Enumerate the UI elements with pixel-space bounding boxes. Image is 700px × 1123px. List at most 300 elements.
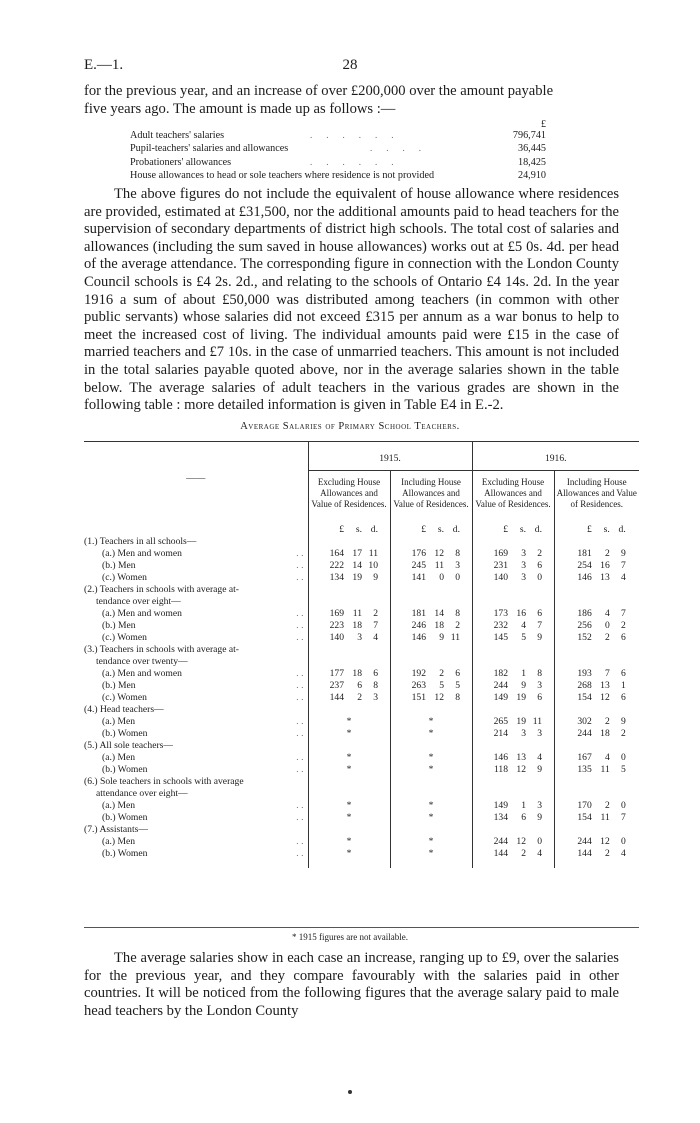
leader-dots: . . [296, 752, 304, 763]
value-part: 4 [620, 848, 626, 859]
row-label-text: (c.) Women [102, 572, 147, 583]
paragraph-text: The above figures do not include the equivalent of house allowance where residences are provided, estimated at £31,500, nor the additional amounts paid to head teachers for the supervision of secondary departments of district high schools. The total cost of salaries and allowances (including the sum saved in house allowances) works out at £5 0s. 4d. per head of the average attendance. The corresponding figure in connection with the London County Council schools is £4 2s. 2d., and relating to the schools of Ontario £4 14s. 2d. In the year 1916 a sum of about £50,000 was distributed among teachers (in common with other public servants) whose salaries did not exceed £315 per annum as a war bonus to help to meet the increased cost of living. The individual amounts paid were £15 in the case of married teachers and £7 10s. in the case of unmarried teachers. This amount is not included in the total salaries payable quoted above, nor in the average salaries shown in the table below. The average salaries of adult teachers in the various grades are shown in the following table : more detailed information is given in Table E4 in E.-2. [84, 186, 619, 414]
group-title: (4.) Head teachers— [84, 704, 164, 715]
empty-cell [308, 644, 390, 656]
value-part: 19 [352, 572, 362, 583]
table-row [84, 812, 639, 824]
value-part: 18 [352, 620, 362, 631]
value-part: 237 [329, 680, 344, 691]
leader-dots: . . [296, 764, 304, 775]
leader-dots: . . [296, 716, 304, 727]
value-part: 1 [521, 800, 526, 811]
value-part: 144 [493, 848, 508, 859]
value-part: 244 [493, 680, 508, 691]
intro-line: five years ago. The amount is made up as follows :— [84, 100, 396, 117]
intro-line: for the previous year, and an increase of over £200,000 over the amount payable [84, 83, 554, 99]
value-part: 149 [493, 692, 508, 703]
value-part: 9 [537, 764, 542, 775]
table-body [84, 516, 639, 868]
value-cell [472, 692, 554, 704]
value-part: 146 [577, 572, 592, 583]
value-part: 6 [455, 668, 460, 679]
value-part: 11 [434, 560, 444, 571]
value-part: 268 [577, 680, 592, 691]
row-label [84, 632, 308, 644]
value-cell [472, 812, 554, 824]
empty-cell [308, 860, 390, 868]
column-header: Including House Allowances and Value of Residences. [390, 471, 472, 517]
value-part: 141 [411, 572, 426, 583]
value-cell [472, 680, 554, 692]
value-part: 0 [537, 836, 542, 847]
empty-cell [472, 656, 554, 668]
value-part: 164 [329, 548, 344, 559]
value-part: 3 [521, 572, 526, 583]
empty-cell [390, 776, 472, 788]
value-cell [554, 764, 639, 776]
group-title-cont: tendance over eight— [96, 596, 181, 607]
leader-dots: . . [296, 560, 304, 571]
value-part: 3 [521, 560, 526, 571]
page-number: 28 [342, 57, 358, 73]
column-header: Excluding House Allowances and Value of Residences. [308, 471, 390, 517]
value-cell [308, 632, 390, 644]
value-part: 12 [516, 764, 526, 775]
value-part: 6 [521, 812, 526, 823]
value-part: 265 [493, 716, 508, 727]
value-cell [472, 572, 554, 584]
value-cell [554, 560, 639, 572]
value-cell [554, 812, 639, 824]
value-part: 1 [620, 680, 626, 691]
empty-cell [472, 536, 554, 548]
row-label [84, 848, 308, 860]
empty-cell [554, 824, 639, 836]
value-part: 19 [516, 692, 526, 703]
value-cell: * [390, 836, 472, 848]
value-cell [308, 680, 390, 692]
row-label [84, 572, 308, 584]
value-cell [472, 560, 554, 572]
value-part: 19 [516, 716, 526, 727]
value-part: 3 [521, 728, 526, 739]
group-title: (3.) Teachers in schools with average at- [84, 644, 239, 655]
group-title-row [84, 824, 639, 836]
value-part: 7 [537, 620, 542, 631]
value-cell: * [308, 800, 390, 812]
value-cell [554, 848, 639, 860]
value-part: 5 [620, 764, 626, 775]
group-title: (2.) Teachers in schools with average at- [84, 584, 239, 595]
units-cell [472, 516, 554, 536]
value-part: 8 [373, 680, 378, 691]
empty-cell [472, 824, 554, 836]
value-part: 140 [493, 572, 508, 583]
unit-label: £ [586, 524, 592, 535]
value-part: 17 [352, 548, 362, 559]
value-part: 14 [434, 608, 444, 619]
value-part: 5 [521, 632, 526, 643]
currency-symbol: £ [541, 119, 546, 130]
value-part: 2 [537, 548, 542, 559]
value-part: 0 [620, 836, 626, 847]
value-part: 140 [329, 632, 344, 643]
group-title-cont: attendance over eight— [96, 788, 188, 799]
value-cell: * [308, 716, 390, 728]
leader-dots: . . [296, 812, 304, 823]
value-part: 11 [600, 812, 610, 823]
unit-label: s. [355, 524, 362, 535]
empty-cell [554, 788, 639, 800]
row-label-text: (a.) Men and women [102, 608, 182, 619]
value-part: 0 [620, 800, 626, 811]
value-part: 6 [620, 632, 626, 643]
value-cell [554, 716, 639, 728]
value-part: 8 [455, 548, 460, 559]
group-title-row [84, 776, 639, 788]
unit-label: d. [618, 524, 626, 535]
value-cell: * [390, 812, 472, 824]
value-cell: * [390, 800, 472, 812]
value-part: 18 [352, 668, 362, 679]
value-cell [554, 572, 639, 584]
list-item: Adult teachers' salaries ...... 796,741 [130, 130, 546, 141]
value-part: 5 [455, 680, 460, 691]
leader-dots: . . [296, 548, 304, 559]
value-cell [472, 668, 554, 680]
table-row [84, 560, 639, 572]
value-cell [472, 848, 554, 860]
group-title-row [84, 788, 639, 800]
value-part: 182 [493, 668, 508, 679]
value-part: 3 [521, 548, 526, 559]
empty-cell [554, 536, 639, 548]
value-part: 9 [439, 632, 444, 643]
value-cell [308, 668, 390, 680]
value-part: 3 [357, 632, 362, 643]
value-part: 169 [329, 608, 344, 619]
empty-cell [390, 596, 472, 608]
value-part: 7 [604, 668, 610, 679]
leader-dots: . . [296, 800, 304, 811]
value-part: 9 [537, 632, 542, 643]
stub-cell [84, 516, 308, 536]
row-label [84, 680, 308, 692]
value-part: 170 [577, 800, 592, 811]
row-label-text: (b.) Women [102, 848, 148, 859]
table-row [84, 668, 639, 680]
value-part: 12 [434, 548, 444, 559]
value-part: 246 [411, 620, 426, 631]
value-part: 177 [329, 668, 344, 679]
leader-dots: . . [296, 608, 304, 619]
value-part: 7 [620, 560, 626, 571]
row-label [84, 716, 308, 728]
value-cell [472, 632, 554, 644]
table-row [84, 620, 639, 632]
value-part: 2 [357, 692, 362, 703]
value-cell: * [390, 716, 472, 728]
value-part: 13 [516, 752, 526, 763]
value-part: 144 [577, 848, 592, 859]
value-part: 146 [493, 752, 508, 763]
value-part: 167 [577, 752, 592, 763]
leader-dots: . . [296, 620, 304, 631]
value-cell: * [390, 752, 472, 764]
stub-header: —— [84, 442, 308, 517]
value-part: 244 [577, 728, 592, 739]
value-cell: * [308, 812, 390, 824]
unit-label: £ [339, 524, 344, 535]
value-part: 6 [373, 668, 378, 679]
value-part: 214 [493, 728, 508, 739]
empty-cell [390, 584, 472, 596]
page-mark [348, 1090, 352, 1094]
empty-cell [390, 704, 472, 716]
value-part: 6 [620, 668, 626, 679]
salary-table [84, 441, 639, 868]
value-part: 0 [620, 752, 626, 763]
salary-components-list [130, 119, 546, 183]
value-cell [472, 548, 554, 560]
value-part: 176 [411, 548, 426, 559]
unit-label: £ [503, 524, 508, 535]
value-part: 2 [604, 716, 610, 727]
empty-cell [84, 860, 308, 868]
value-cell [308, 572, 390, 584]
table-footnote: * 1915 figures are not available. [292, 932, 408, 942]
value-part: 2 [373, 608, 378, 619]
value-part: 7 [620, 812, 626, 823]
value-part: 11 [532, 716, 542, 727]
value-part: 193 [577, 668, 592, 679]
value-part: 16 [600, 560, 610, 571]
value-part: 2 [604, 848, 610, 859]
value-cell [308, 608, 390, 620]
value-part: 4 [604, 608, 610, 619]
unit-label: d. [534, 524, 542, 535]
group-title: (5.) All sole teachers— [84, 740, 173, 751]
group-title: (1.) Teachers in all schools— [84, 536, 197, 547]
value-part: 244 [577, 836, 592, 847]
value-cell [390, 572, 472, 584]
value-part: 2 [620, 620, 626, 631]
table-row [84, 764, 639, 776]
value-part: 169 [493, 548, 508, 559]
empty-cell [390, 536, 472, 548]
table-row [84, 632, 639, 644]
value-part: 12 [516, 836, 526, 847]
section-label: E.—1. [84, 57, 124, 73]
unit-label: d. [452, 524, 460, 535]
value-part: 3 [455, 560, 460, 571]
group-title-row [84, 740, 639, 752]
table-row [84, 728, 639, 740]
empty-cell [390, 788, 472, 800]
row-label [84, 728, 308, 740]
empty-cell [472, 740, 554, 752]
value-part: 3 [537, 800, 542, 811]
row-label [84, 812, 308, 824]
row-label [84, 560, 308, 572]
row-label-text: (b.) Women [102, 812, 148, 823]
value-part: 0 [604, 620, 610, 631]
value-cell [472, 752, 554, 764]
value-cell: * [308, 728, 390, 740]
group-title: (6.) Sole teachers in schools with average [84, 776, 244, 787]
value-part: 4 [537, 752, 542, 763]
value-part: 13 [600, 680, 610, 691]
value-part: 181 [577, 548, 592, 559]
value-part: 192 [411, 668, 426, 679]
empty-cell [308, 824, 390, 836]
year-header: 1916. [472, 442, 639, 471]
empty-cell [390, 824, 472, 836]
row-label-text: (a.) Men [102, 716, 136, 727]
empty-cell [472, 596, 554, 608]
intro-paragraph [84, 83, 619, 118]
value-part: 254 [577, 560, 592, 571]
value-cell [472, 764, 554, 776]
value-part: 5 [439, 680, 444, 691]
value-part: 4 [620, 572, 626, 583]
table-row [84, 692, 639, 704]
leader-dots: . . [296, 836, 304, 847]
value-cell: * [308, 764, 390, 776]
value-part: 223 [329, 620, 344, 631]
empty-cell [472, 644, 554, 656]
empty-cell [308, 704, 390, 716]
value-part: 181 [411, 608, 426, 619]
closing-paragraph [84, 950, 619, 1020]
row-label-text: (c.) Women [102, 632, 147, 643]
value-part: 7 [620, 608, 626, 619]
column-header: Excluding House Allowances and Value of Residences. [472, 471, 554, 517]
row-label [84, 800, 308, 812]
row-label [84, 608, 308, 620]
value-part: 134 [329, 572, 344, 583]
empty-cell [472, 860, 554, 868]
row-label [84, 692, 308, 704]
unit-label: s. [603, 524, 610, 535]
value-part: 146 [411, 632, 426, 643]
value-cell [390, 668, 472, 680]
value-part: 144 [329, 692, 344, 703]
value-part: 118 [493, 764, 508, 775]
unit-label: d. [370, 524, 378, 535]
column-header: Including House Allowances and Value of Residences. [554, 471, 639, 517]
value-part: 232 [493, 620, 508, 631]
body-paragraph [84, 186, 619, 415]
value-cell [554, 728, 639, 740]
value-part: 3 [373, 692, 378, 703]
value-cell: * [390, 764, 472, 776]
empty-cell [390, 656, 472, 668]
empty-cell [308, 656, 390, 668]
group-title-row [84, 584, 639, 596]
value-part: 6 [357, 680, 362, 691]
value-cell [390, 548, 472, 560]
value-cell [554, 548, 639, 560]
table-row [84, 548, 639, 560]
table-caption: Average Salaries of Primary School Teachers. [240, 421, 460, 432]
value-part: 10 [368, 560, 378, 571]
value-cell [554, 620, 639, 632]
row-label-text: (b.) Women [102, 728, 148, 739]
empty-cell [472, 788, 554, 800]
empty-cell [308, 788, 390, 800]
value-cell [308, 560, 390, 572]
leader-dots: . . [296, 692, 304, 703]
value-cell [390, 632, 472, 644]
empty-cell [554, 596, 639, 608]
row-label [84, 620, 308, 632]
units-cell [308, 516, 390, 536]
value-part: 9 [521, 680, 526, 691]
value-part: 11 [450, 632, 460, 643]
units-row [84, 516, 639, 536]
value-part: 2 [521, 848, 526, 859]
row-label-text: (a.) Men and women [102, 668, 182, 679]
row-label-text: (b.) Men [102, 560, 136, 571]
empty-cell [554, 584, 639, 596]
table-bottom-rule [84, 927, 639, 928]
value-cell [472, 608, 554, 620]
empty-cell [472, 704, 554, 716]
value-cell [554, 680, 639, 692]
value-part: 2 [620, 728, 626, 739]
value-part: 9 [620, 716, 626, 727]
value-part: 256 [577, 620, 592, 631]
value-cell [554, 752, 639, 764]
value-cell [472, 836, 554, 848]
value-part: 11 [368, 548, 378, 559]
row-label [84, 752, 308, 764]
units-cell [554, 516, 639, 536]
row-label [84, 764, 308, 776]
value-part: 1 [521, 668, 526, 679]
empty-cell [308, 536, 390, 548]
value-part: 2 [439, 668, 444, 679]
value-part: 2 [604, 548, 610, 559]
value-part: 6 [620, 692, 626, 703]
value-part: 0 [439, 572, 444, 583]
value-part: 16 [516, 608, 526, 619]
row-label-text: (b.) Men [102, 620, 136, 631]
value-cell [390, 620, 472, 632]
value-part: 4 [604, 752, 610, 763]
value-part: 149 [493, 800, 508, 811]
row-label [84, 548, 308, 560]
value-cell [554, 836, 639, 848]
value-cell [554, 608, 639, 620]
value-part: 231 [493, 560, 508, 571]
value-part: 18 [600, 728, 610, 739]
list-item: Probationers' allowances ...... 18,425 [130, 156, 546, 168]
empty-cell [308, 776, 390, 788]
value-cell [554, 692, 639, 704]
value-part: 173 [493, 608, 508, 619]
value-part: 0 [455, 572, 460, 583]
table-row [84, 680, 639, 692]
row-label-text: (a.) Men [102, 752, 136, 763]
row-label-text: (c.) Women [102, 692, 147, 703]
value-part: 245 [411, 560, 426, 571]
value-part: 3 [537, 680, 542, 691]
empty-cell [308, 584, 390, 596]
value-part: 8 [455, 608, 460, 619]
value-part: 12 [434, 692, 444, 703]
